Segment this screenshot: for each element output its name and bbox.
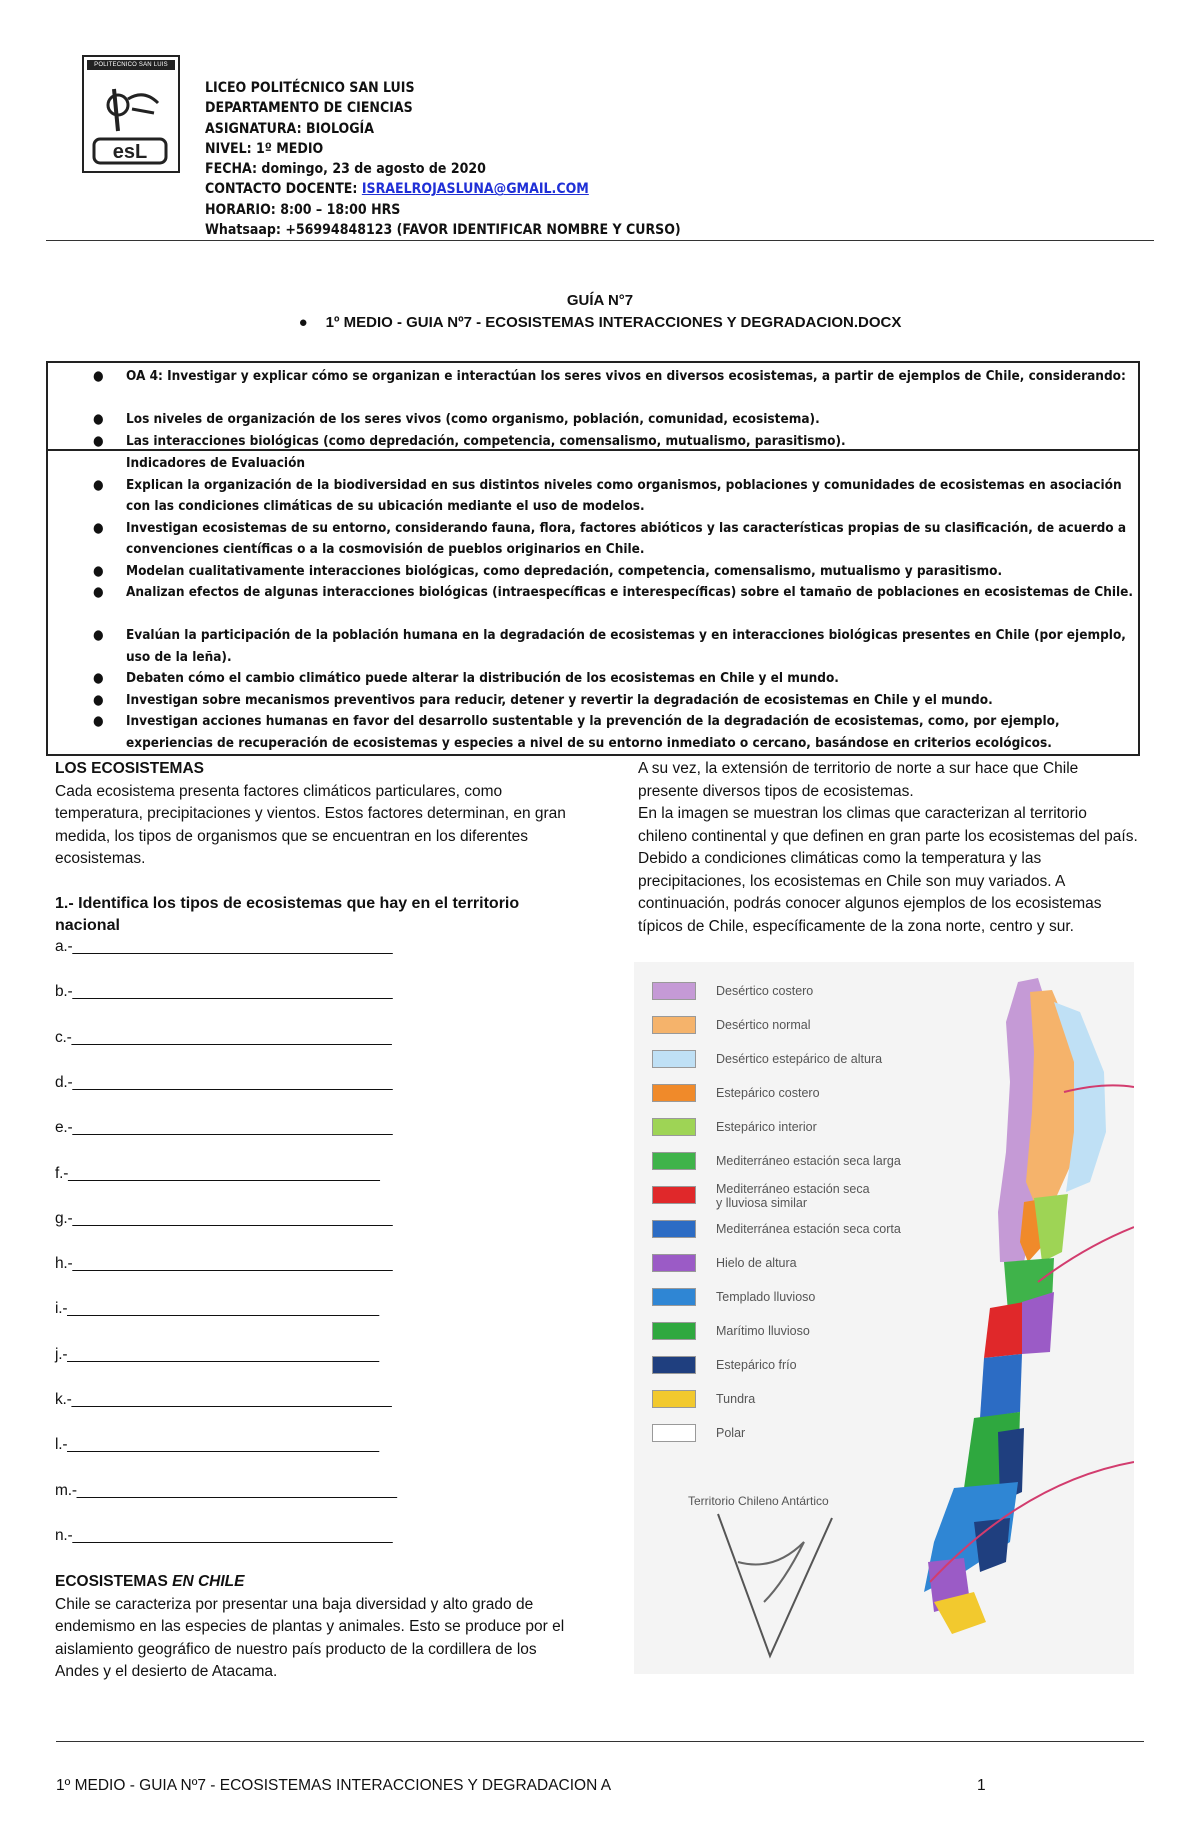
legend-label: Desértico normal [716, 1018, 811, 1032]
footer-text: 1º MEDIO - GUIA Nº7 - ECOSISTEMAS INTERACCIONES Y DEGRADACION A [56, 1777, 612, 1794]
chile-map-graphic [634, 962, 1134, 1674]
indicator-item: ● Debaten cómo el cambio climático puede alterar la distribución de los ecosistemas en Chile y el mundo. [93, 670, 839, 686]
section-paragraph: Chile se caracteriza por presentar una baja diversidad y alto grado de endemismo en las especies de plantas y animales. Esto se produce por el aislamiento geográfico de nuestro país producto de la cordillera de los Andes y el desierto de Atacama. [55, 1595, 565, 1680]
bullet: ● [298, 314, 308, 331]
section-paragraph: Cada ecosistema presenta factores climáticos particulares, como temperatura, precipitaciones y vientos. Estos factores determinan, en gran medida, los tipos de organismos que se encuentran en los diferentes ecosistemas. [55, 782, 566, 867]
answer-blank-l[interactable]: l.-_____________________________________ [55, 1436, 379, 1454]
answer-blank-h[interactable]: h.-______________________________________ [55, 1255, 393, 1273]
right-column [638, 758, 1138, 938]
page-number: 1 [977, 1777, 986, 1794]
school-logo [82, 55, 180, 173]
answer-blank-e[interactable]: e.-______________________________________ [55, 1119, 393, 1137]
paragraph: En la imagen se muestran los climas que caracterizan al territorio chileno continental y que definen en gran parte los ecosistemas del país. [638, 805, 1138, 845]
school-name: LICEO POLITÉCNICO SAN LUIS [205, 80, 415, 96]
legend-label: Estepárico frío [716, 1358, 797, 1372]
answer-blank-f[interactable]: f.-_____________________________________ [55, 1164, 380, 1182]
legend-label: Marítimo lluvioso [716, 1324, 810, 1338]
legend-label: Mediterráneo estación seca larga [716, 1154, 901, 1168]
footer-divider [56, 1741, 1144, 1742]
legend-label: Mediterránea estación seca corta [716, 1222, 901, 1236]
answer-blank-d[interactable]: d.-______________________________________ [55, 1073, 393, 1091]
legend-label: Mediterráneo estación seca y lluviosa similar [716, 1182, 870, 1210]
climate-map [634, 962, 1134, 1674]
svg-text:esL: esL [112, 141, 148, 163]
antarctic-label: Territorio Chileno Antártico [688, 1494, 829, 1508]
indicator-item: ● Modelan cualitativamente interacciones biológicas, como depredación, competencia, comensalismo, mutualismo y parasitismo. [93, 562, 1003, 579]
indicator-item: ● Investigan ecosistemas de su entorno, considerando fauna, flora, factores abióticos y las características propias de su clasificación, de acuerdo a convenciones científicas o a la cosmovisión de pueblos originarios en Chile. [93, 519, 1127, 557]
answer-blank-m[interactable]: m.-______________________________________ [55, 1481, 397, 1499]
header-divider [46, 240, 1154, 241]
question-title: 1.- Identifica los tipos de ecosistemas que hay en el territorio nacional [55, 894, 520, 934]
answer-blank-c[interactable]: c.-______________________________________ [55, 1028, 392, 1046]
indicator-item: ● Explican la organización de la biodiversidad en sus distintos niveles como organismos, poblaciones y comunidades de ecosistemas en asociación con las condiciones climáticas de su ubicación mediante el uso de modelos. [93, 476, 1122, 514]
section-chile [55, 1571, 575, 1684]
indicators-title: Indicadores de Evaluación [126, 455, 306, 471]
guide-subtitle [0, 314, 1200, 331]
department: DEPARTAMENTO DE CIENCIAS [205, 100, 413, 117]
section-title: ECOSISTEMAS EN CHILE [55, 1573, 245, 1590]
indicator-item: ● Analizan efectos de algunas interacciones biológicas (intraespecíficas e interespecíficas) sobre el tamaño de poblaciones en ecosistemas de Chile. [93, 584, 1134, 600]
logo-text: POLITECNICO SAN LUIS [87, 60, 175, 70]
legend-label: Desértico estepárico de altura [716, 1052, 883, 1066]
indicator-item: ● Investigan acciones humanas en favor del desarrollo sustentable y la prevención de la degradación de ecosistemas, como, por ejemplo, experiencias de recuperación de ecosistemas y especies a nivel de su entorno inmediato o cercano, basándose en criterios ecológicos. [93, 713, 1060, 751]
guide-title: GUÍA N°7 [566, 292, 634, 309]
guide-subtitle-text: 1º MEDIO - GUIA Nº7 - ECOSISTEMAS INTERACCIONES Y DEGRADACION.DOCX [325, 314, 902, 331]
contact-email-link[interactable]: ISRAELROJASLUNA@GMAIL.COM [361, 181, 589, 198]
subject: ASIGNATURA: BIOLOGÍA [205, 120, 374, 137]
answer-blank-n[interactable]: n.-______________________________________ [55, 1526, 393, 1544]
left-column [55, 758, 575, 938]
objective-item: ● Los niveles de organización de los seres vivos (como organismo, población, comunidad, ecosistema). [93, 411, 820, 427]
level: NIVEL: 1º MEDIO [205, 140, 324, 157]
date: FECHA: domingo, 23 de agosto de 2020 [205, 161, 486, 178]
answer-blank-a[interactable]: a.-______________________________________ [55, 938, 393, 955]
objective-item: ● Las interacciones biológicas (como depredación, competencia, comensalismo, mutualismo, parasitismo). [93, 432, 846, 449]
indicator-item: ● Investigan sobre mecanismos preventivos para reducir, detener y revertir la degradación de ecosistemas en Chile y el mundo. [93, 691, 993, 708]
legend-label: Templado lluvioso [716, 1290, 816, 1304]
map-region-steppe-interior [1034, 1194, 1068, 1262]
answer-blank-b[interactable]: b.-______________________________________ [55, 983, 393, 1001]
legend-label: Estepárico interior [716, 1120, 817, 1134]
paragraph: A su vez, la extensión de territorio de norte a sur hace que Chile presente diversos tipos de ecosistemas. [638, 760, 1079, 800]
legend-label: Tundra [716, 1392, 756, 1406]
paragraph: Debido a condiciones climáticas como la temperatura y las precipitaciones, los ecosistemas en Chile son muy variados. A continuación, podrás conocer algunos ejemplos de los ecosistemas típicos de Chile, específicamente de la zona norte, centro y sur. [638, 850, 1102, 935]
indicator-item: ● Evalúan la participación de la población humana en la degradación de ecosistemas y en interacciones biológicas presentes en Chile (por ejemplo, uso de la leña). [93, 627, 1126, 665]
answer-blank-j[interactable]: j.-_____________________________________ [55, 1345, 379, 1363]
objective-item: ● OA 4: Investigar y explicar cómo se organizan e interactúan los seres vivos en diversos ecosistemas, a partir de ejemplos de Chile, considerando: [93, 368, 1126, 384]
answer-blank-i[interactable]: i.-_____________________________________ [55, 1300, 379, 1318]
logo-emblem-icon [84, 69, 178, 173]
answer-blank-g[interactable]: g.-______________________________________ [55, 1209, 393, 1227]
section-title: LOS ECOSISTEMAS [55, 760, 204, 777]
legend-label: Polar [716, 1426, 746, 1440]
answer-blank-k[interactable]: k.-______________________________________ [55, 1391, 392, 1408]
legend-label: Hielo de altura [716, 1256, 797, 1270]
contact-label: CONTACTO DOCENTE: [205, 181, 362, 198]
header-info [205, 78, 681, 240]
contact-line [205, 179, 681, 199]
map-region-med-similar [984, 1302, 1024, 1358]
schedule: HORARIO: 8:00 – 18:00 HRS [205, 201, 401, 218]
map-region-med-short-dry [980, 1354, 1022, 1418]
antarctic-wedge [718, 1514, 832, 1656]
legend-label: Desértico costero [716, 984, 814, 998]
whatsapp: Whatsaap: +56994848123 (FAVOR IDENTIFICAR NOMBRE Y CURSO) [205, 222, 681, 239]
map-region-highland-ice [1022, 1292, 1054, 1354]
legend-label: Estepárico costero [716, 1086, 820, 1100]
